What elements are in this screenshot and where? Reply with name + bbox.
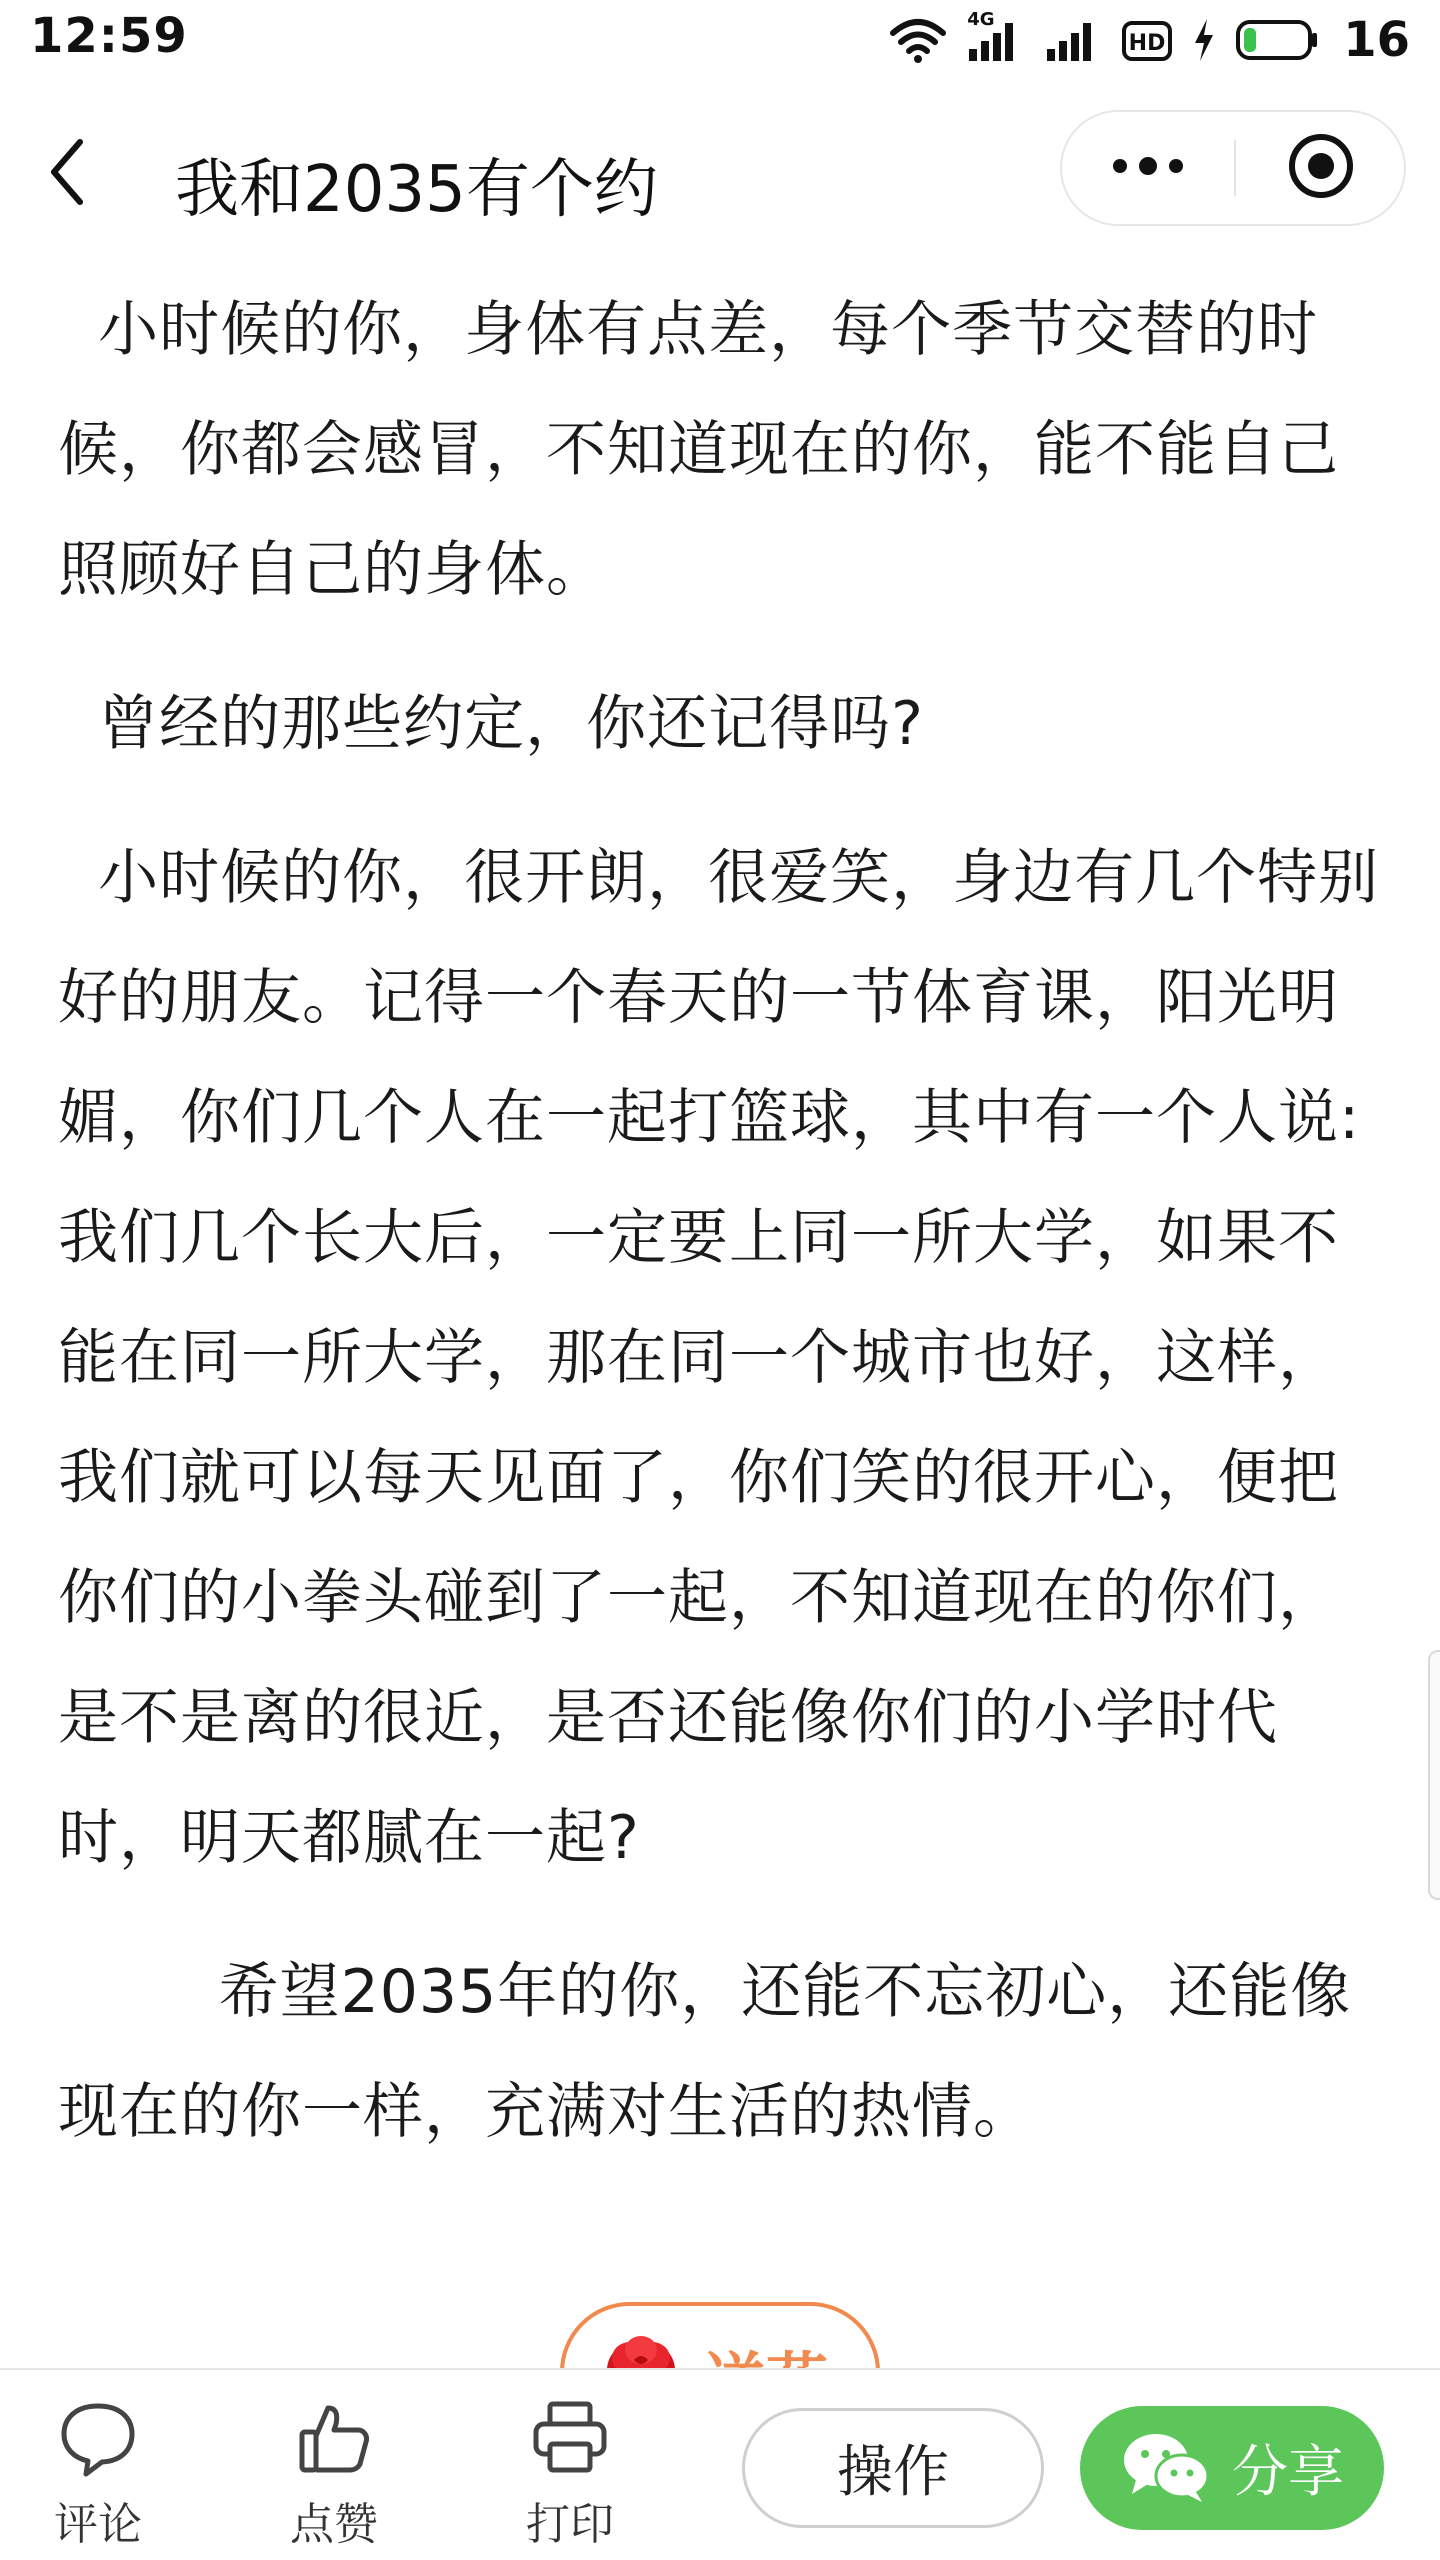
scroll-handle[interactable] — [1428, 1650, 1440, 1900]
close-mini-program-icon — [1286, 131, 1356, 205]
charging-icon — [1191, 15, 1217, 65]
close-mini-program-button[interactable] — [1236, 112, 1406, 224]
comment-label: 评论 — [54, 2499, 142, 2550]
page-title: 我和2035有个约 — [175, 153, 658, 227]
article-paragraph: 小时候的你，很开朗，很爱笑，身边有几个特别好的朋友。记得一个春天的一节体育课，阳光明媚，你们几个人在一起打篮球，其中有一个人说:我们几个长大后，一定要上同一所大学，如果不能在同一所大学，那在同一个城市也好，这样，我们就可以每天见面了，你们笑的很开心，便把你们的小拳头碰到了一起，不知道现在的你们，是不是离的很近，是否还能像你们的小学时代时，明天都腻在一起? — [58, 843, 1380, 1873]
more-button[interactable] — [1062, 112, 1234, 224]
hd-icon — [1121, 15, 1173, 65]
network-type-label: 4G — [967, 9, 995, 30]
article-body — [58, 270, 1398, 2172]
wechat-icon — [1120, 2428, 1212, 2508]
status-time: 12:59 — [30, 8, 188, 64]
bottom-toolbar — [0, 2368, 1440, 2560]
more-icon — [1110, 156, 1186, 180]
svg-text:HD: HD — [1128, 31, 1166, 56]
print-label: 打印 — [526, 2499, 614, 2550]
comment-button[interactable] — [28, 2370, 168, 2560]
share-button[interactable] — [1080, 2406, 1384, 2530]
comment-icon — [56, 2396, 140, 2480]
battery-level: 16 — [1343, 12, 1410, 68]
battery-icon — [1235, 18, 1319, 62]
like-button[interactable] — [264, 2370, 404, 2560]
back-icon[interactable] — [40, 132, 100, 212]
operate-button[interactable]: 操作 — [742, 2408, 1044, 2528]
share-label: 分享 — [1232, 2440, 1344, 2505]
nav-bar — [0, 90, 1440, 260]
article-paragraph: 小时候的你，身体有点差，每个季节交替的时候，你都会感冒，不知道现在的你，能不能自己照顾好自己的身体。 — [58, 295, 1339, 605]
signal-icon — [1043, 15, 1103, 65]
like-label: 点赞 — [290, 2499, 378, 2550]
thumbs-up-icon — [292, 2396, 376, 2480]
article-paragraph: 曾经的那些约定，你还记得吗? — [58, 689, 924, 759]
status-icons — [889, 8, 1410, 72]
article-paragraph: 希望2035年的你，还能不忘初心，还能像现在的你一样，充满对生活的热情。 — [58, 1957, 1352, 2147]
status-bar — [0, 0, 1440, 80]
mini-program-capsule — [1060, 110, 1406, 226]
print-button[interactable] — [500, 2370, 640, 2560]
printer-icon — [528, 2396, 612, 2480]
wifi-icon — [889, 15, 947, 65]
signal-4g-icon — [965, 9, 1025, 65]
